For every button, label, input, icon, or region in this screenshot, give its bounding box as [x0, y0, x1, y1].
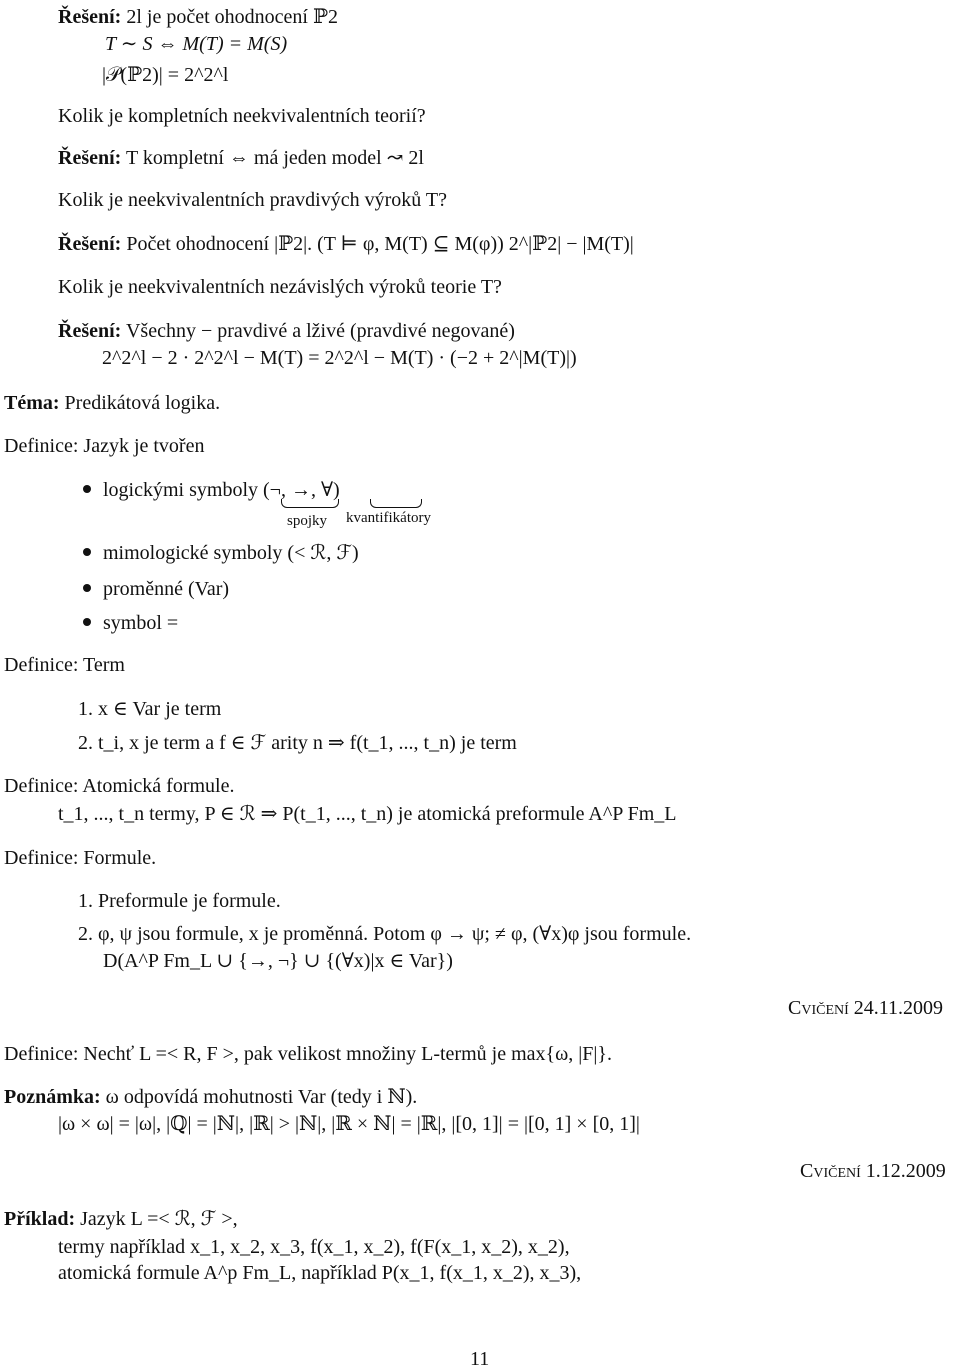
bullet-item: mimologické symboly (< ℛ, ℱ): [103, 542, 359, 564]
underbrace: [370, 499, 422, 508]
topic-text: Predikátová logika.: [64, 392, 221, 414]
brace-label-kvantifikatory: kvantifikátory: [346, 510, 431, 526]
example-line: [4, 1206, 238, 1232]
question-2: Kolik je neekvivalentních pravdivých výroků T?: [58, 189, 447, 211]
terms-example: termy například x_1, x_2, x_3, f(x_1, x_2), f(F(x_1, x_2), x_2),: [58, 1236, 570, 1258]
definition-text: Jazyk je tvořen: [83, 435, 205, 457]
definition-label: Definice:: [4, 1043, 79, 1065]
definition-label: Definice:: [4, 775, 79, 797]
definition-term: [4, 652, 125, 678]
solution-text: 2l je počet ohodnocení ℙ2: [126, 6, 338, 28]
question-1: Kolik je kompletních neekvivalentních teorií?: [58, 105, 426, 127]
count-formula: 2^2^l − 2 · 2^2^l − M(T) = 2^2^l − M(T) · (−2 + 2^|M(T)|): [102, 347, 577, 369]
definition-formula: [4, 845, 156, 871]
definition-text: Atomická formule.: [82, 775, 235, 797]
definition-atomic: [4, 773, 235, 799]
bullet-item: logickými symboly (¬, →, ∀): [103, 479, 340, 501]
example-label: Příklad:: [4, 1208, 76, 1230]
solution-line-4: [58, 318, 515, 344]
definition-text: Nechť L =< R, F >, pak velikost množiny L-termů je max{ω, |F|}.: [83, 1043, 613, 1065]
solution-text: T kompletní ⇔ má jeden model ↝ 2l: [125, 147, 424, 169]
topic-label: Téma:: [4, 392, 60, 414]
bullet-marker: [83, 548, 91, 556]
solution-label: Řešení:: [58, 233, 122, 255]
definition-language-size: [4, 1041, 612, 1067]
solution-text: Všechny − pravdivé a lživé (pravdivé negované): [125, 320, 515, 342]
underbrace: [281, 499, 339, 508]
page-number: 11: [470, 1348, 490, 1370]
formula-item: 2. φ, ψ jsou formule, x je proměnná. Potom φ → ψ; ≠ φ, (∀x)φ jsou formule.: [78, 923, 692, 945]
atomic-formula-line: t_1, ..., t_n termy, P ∈ ℛ ⇒ P(t_1, ..., t_n) je atomická preformule A^P Fm_L: [58, 803, 677, 825]
term-item: 1. x ∈ Var je term: [78, 698, 222, 720]
example-text: Jazyk L =< ℛ, ℱ >,: [80, 1208, 238, 1230]
solution-line-2: [58, 145, 424, 171]
cardinality-line: |ω × ω| = |ω|, |ℚ| = |ℕ|, |ℝ| > |ℕ|, |ℝ × ℕ| = |ℝ|, |[0, 1]| = |[0, 1] × [0, 1]|: [58, 1113, 640, 1135]
solution-label: Řešení:: [58, 6, 122, 28]
formula-item: 1. Preformule je formule.: [78, 890, 281, 912]
solution-line-3: [58, 231, 634, 257]
powerset-line: |𝒫(ℙ2)| = 2^2^l: [102, 64, 229, 86]
solution-text: Počet ohodnocení |ℙ2|. (T ⊨ φ, M(T) ⊆ M(φ)) 2^|ℙ2| − |M(T)|: [126, 233, 634, 255]
exercise-header-2: Cvičení 1.12.2009: [800, 1160, 946, 1182]
definition-language: [4, 433, 204, 459]
definition-text: Formule.: [83, 847, 157, 869]
definition-label: Definice:: [4, 435, 79, 457]
term-item: 2. t_i, x je term a f ∈ ℱ arity n ⇒ f(t_1, ..., t_n) je term: [78, 732, 517, 754]
note-label: Poznámka:: [4, 1086, 101, 1108]
note-line: [4, 1084, 417, 1110]
solution-label: Řešení:: [58, 320, 122, 342]
bullet-item: symbol =: [103, 612, 179, 634]
definition-text: Term: [83, 654, 125, 676]
formula-set-line: D(A^P Fm_L ∪ {→, ¬} ∪ {(∀x)|x ∈ Var}): [103, 950, 453, 972]
solution-label: Řešení:: [58, 147, 122, 169]
question-3: Kolik je neekvivalentních nezávislých výroků teorie T?: [58, 276, 502, 298]
exercise-header-1: Cvičení 24.11.2009: [788, 997, 944, 1019]
topic-line: [4, 390, 220, 416]
note-text: ω odpovídá mohutnosti Var (tedy i ℕ).: [105, 1086, 418, 1108]
bullet-item: proměnné (Var): [103, 578, 230, 600]
equivalence-line: T ∼ S ⇔ M(T) = M(S): [105, 33, 288, 55]
brace-label-spojky: spojky: [287, 513, 328, 529]
bullet-marker: [83, 584, 91, 592]
bullet-marker: [83, 618, 91, 626]
bullet-marker: [83, 485, 91, 493]
definition-label: Definice:: [4, 654, 79, 676]
solution-line-1: [58, 4, 338, 30]
atomic-example: atomická formule A^p Fm_L, například P(x_1, f(x_1, x_2), x_3),: [58, 1262, 582, 1284]
definition-label: Definice:: [4, 847, 79, 869]
